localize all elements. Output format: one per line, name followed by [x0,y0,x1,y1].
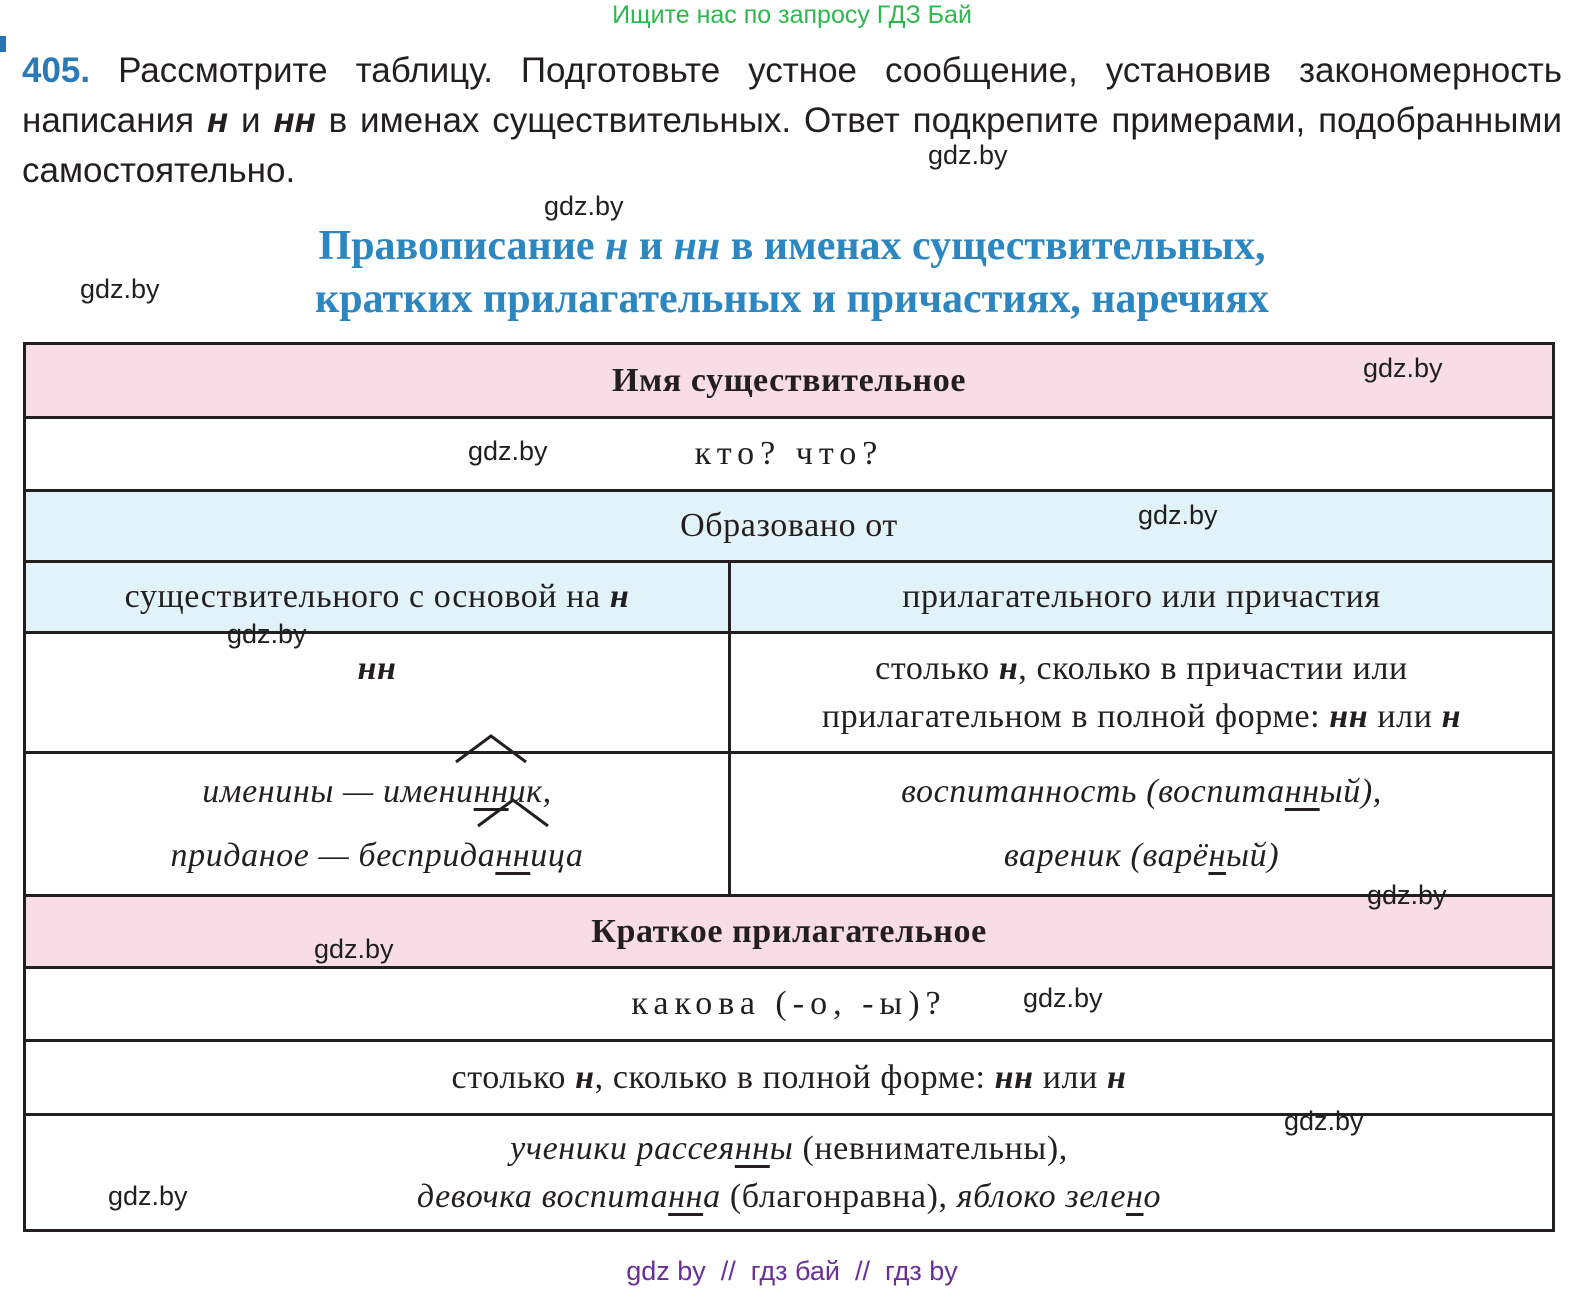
title-and: и [638,223,664,269]
arc-mark-icon [476,798,550,828]
task-part1: Рассмотрите таблицу. Подготовьте устное сообщение, установив закономерность написания [22,51,1562,140]
short-adj-header-row [26,894,1552,966]
example-text: ый), [1319,773,1382,810]
short-rule-a: столько [451,1058,567,1096]
rule-right-a: столько [875,649,990,687]
source-adj-header [731,563,1552,631]
watermark: gdz.by [227,619,307,649]
noun-header-row [26,345,1552,416]
example-text: девочка воспита [416,1177,669,1215]
rule-right-cell [731,634,1552,751]
watermark: gdz.by [1138,500,1218,530]
short-adj-question-row [26,966,1552,1039]
corner-marker [0,36,6,52]
example-gloss: (невнимательны), [802,1129,1068,1167]
formed-from-row [26,489,1552,560]
example-text: о [1143,1177,1162,1215]
title-nn: нн [673,223,721,269]
task-and: и [241,101,261,140]
task-part2: в именах существительных. Ответ подкрепите примерами, подобранными самостоятельно. [22,101,1563,190]
watermark: gdz.by [1367,880,1447,910]
example-right-2 [1004,824,1279,888]
suffix-arc [495,824,530,888]
watermark: gdz.by [928,140,1008,170]
noun-question-row [26,416,1552,489]
short-rule-nn: нн [994,1058,1034,1096]
title-rest: в именах существительных, [730,223,1266,269]
watermark: gdz.by [468,436,548,466]
short-rule-n2: н [1107,1058,1127,1096]
rule-left: нн [357,650,397,687]
example-gloss: (благонравна), [729,1177,948,1215]
short-rule-or: или [1042,1058,1098,1096]
example-ul: нн [734,1129,770,1167]
rule-right-b: , сколько в причастии или прилагательном в полной форме: [821,649,1408,735]
noun-question: кто? что? [694,435,884,472]
arc-mark-icon [454,734,528,764]
example-ul: нн [473,773,509,810]
example-left-2 [171,824,584,888]
title-n: н [605,223,629,269]
example-ul: н [1208,837,1226,874]
title-word: Правописание [318,223,595,269]
source-noun-text: существительного с основой на [124,578,601,615]
formed-from: Образовано от [680,507,898,544]
source-noun-header [26,563,731,631]
watermark: gdz.by [108,1181,188,1211]
source-noun-n: н [609,578,630,615]
examples-left-cell [26,754,731,894]
task-text [22,46,1562,196]
short-example-1 [510,1125,1068,1173]
short-rule-row [26,1039,1552,1113]
example-text: яблоко зеле [956,1177,1127,1215]
example-text: ик, [508,773,552,810]
rule-left-cell [26,634,731,751]
watermark: gdz.by [1023,983,1103,1013]
rule-right-nn: нн [1329,697,1369,735]
example-ul: нн [495,837,531,874]
watermark: gdz.by [314,934,394,964]
task-number: 405. [22,51,91,90]
watermark: gdz.by [1284,1106,1364,1136]
task-nn: нн [273,101,316,140]
example-ul: нн [1284,773,1320,810]
rule-row [26,631,1552,751]
top-banner: Ищите нас по запросу ГДЗ Бай [612,1,972,29]
example-text: ый) [1225,837,1280,874]
rule-right-n2: н [1441,697,1462,735]
example-ul: н [1126,1177,1144,1215]
rule-right-n1: н [998,649,1019,687]
example-text: приданое — бесприда [170,837,496,874]
rule-right-or: или [1377,697,1433,735]
short-adj-question: какова (-о, -ы)? [631,985,947,1022]
example-text: воспитанность (воспита [901,773,1285,810]
watermark: gdz.by [80,274,160,304]
noun-header: Имя существительное [611,361,967,399]
short-rule-b: , сколько в полной форме: [594,1058,986,1096]
example-right-1 [901,760,1382,824]
examples-row [26,751,1552,894]
watermark: gdz.by [544,191,624,221]
source-adj-text: прилагательного или причастия [902,578,1381,615]
table-title-line-1 [0,220,1584,272]
example-text: а [703,1177,721,1215]
example-ul: нн [668,1177,704,1215]
short-rule-n1: н [575,1058,595,1096]
examples-right-cell [731,754,1552,894]
task-n: н [206,101,229,140]
example-text: именины — имени [202,773,474,810]
example-text: ы [769,1129,794,1167]
example-text: ученики рассея [510,1129,735,1167]
short-adj-header: Краткое прилагательное [591,912,987,950]
rules-table [23,342,1555,1232]
watermark: gdz.by [1363,353,1443,383]
example-text: вареник (варё [1003,837,1209,874]
table-title-line-2: кратких прилагательных и причастиях, наречиях [315,276,1269,322]
short-example-2 [417,1173,1161,1221]
footer-links: gdz by // гдз бай // гдз by [626,1256,958,1286]
example-text: ица [530,837,584,874]
